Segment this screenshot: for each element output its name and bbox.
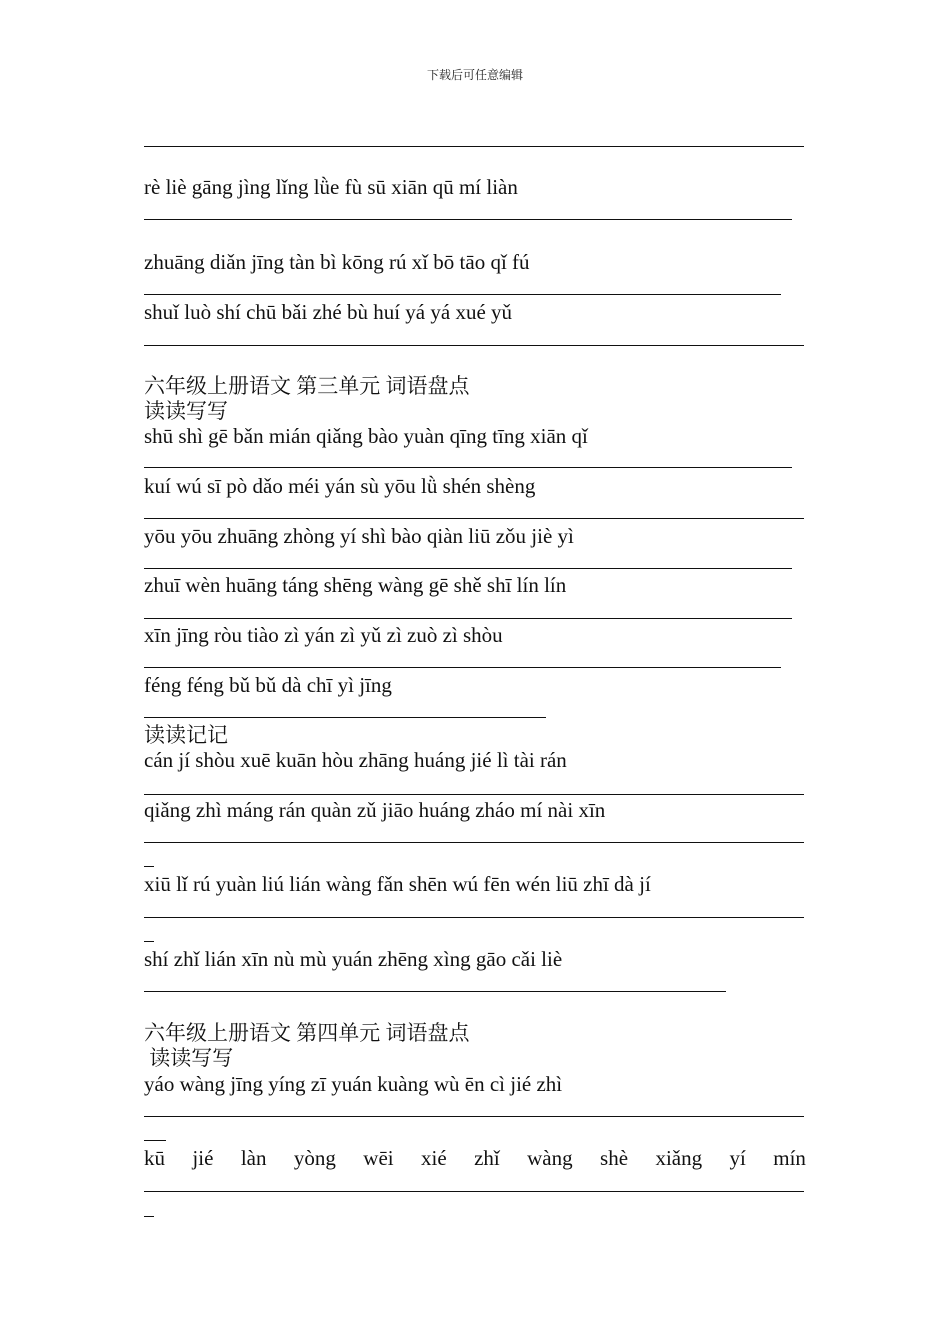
pinyin-word: kū	[144, 1146, 165, 1170]
section-title: 六年级上册语文 第三单元 词语盘点	[144, 374, 470, 398]
pinyin-line: yōu yōu zhuāng zhòng yí shì bào qiàn liū zǒu jiè yì	[144, 524, 574, 548]
writing-line	[144, 219, 792, 220]
pinyin-line: qiǎng zhì máng rán quàn zǔ jiāo huáng zháo mí nài xīn	[144, 798, 606, 822]
pinyin-line: shí zhǐ lián xīn nù mù yuán zhēng xìng gāo cǎi liè	[144, 947, 563, 971]
writing-line	[144, 794, 804, 795]
pinyin-word: zhǐ	[474, 1146, 500, 1170]
writing-line	[144, 568, 792, 569]
section-title: 六年级上册语文 第四单元 词语盘点	[144, 1021, 470, 1045]
pinyin-line: shuǐ luò shí chū bǎi zhé bù huí yá yá xué yǔ	[144, 300, 513, 324]
pinyin-word: wàng	[527, 1146, 573, 1170]
pinyin-line: kuí wú sī pò dǎo méi yán sù yōu lǜ shén shèng	[144, 474, 536, 498]
writing-line	[144, 917, 804, 918]
pinyin-line: yáo wàng jīng yíng zī yuán kuàng wù ēn cì jié zhì	[144, 1072, 563, 1096]
page-header: 下载后可任意编辑	[426, 68, 523, 82]
pinyin-word: shè	[600, 1146, 629, 1170]
writing-line-fragment	[144, 866, 154, 867]
writing-line	[144, 467, 792, 468]
writing-line	[144, 717, 546, 718]
pinyin-line: shū shì gē bǎn mián qiǎng bào yuàn qīng tīng xiān qǐ	[144, 424, 588, 448]
writing-line	[144, 146, 804, 147]
pinyin-word: xié	[421, 1146, 447, 1170]
writing-line	[144, 842, 804, 843]
subsection-title: 读读写写	[144, 399, 228, 423]
pinyin-line: rè liè gāng jìng lǐng lǜe fù sū xiān qū mí liàn	[144, 175, 518, 199]
pinyin-word: xiǎng	[655, 1146, 703, 1170]
pinyin-line: zhuī wèn huāng táng shēng wàng gē shě shī lín lín	[144, 573, 567, 597]
writing-line-fragment	[144, 1216, 154, 1217]
writing-line	[144, 1116, 804, 1117]
pinyin-line: féng féng bǔ bǔ dà chī yì jīng	[144, 673, 392, 697]
pinyin-word: làn	[240, 1146, 267, 1170]
pinyin-line: xiū lǐ rú yuàn liú lián wàng fǎn shēn wú fēn wén liū zhī dà jí	[144, 872, 651, 896]
writing-line	[144, 345, 804, 346]
pinyin-line-justified	[144, 1146, 806, 1170]
writing-line	[144, 1191, 804, 1192]
pinyin-word: wēi	[363, 1146, 394, 1170]
pinyin-line: xīn jīng ròu tiào zì yán zì yǔ zì zuò zì shòu	[144, 623, 503, 647]
pinyin-word: yòng	[293, 1146, 336, 1170]
pinyin-word: mín	[773, 1146, 806, 1170]
writing-line	[144, 991, 726, 992]
pinyin-word: jié	[192, 1146, 214, 1170]
pinyin-line: cán jí shòu xuē kuān hòu zhāng huáng jié lì tài rán	[144, 748, 567, 772]
subsection-title: 读读写写	[144, 1046, 234, 1070]
writing-line	[144, 294, 781, 295]
writing-line	[144, 618, 792, 619]
writing-line	[144, 518, 804, 519]
pinyin-line: zhuāng diǎn jīng tàn bì kōng rú xǐ bō tāo qǐ fú	[144, 250, 530, 274]
writing-line-fragment	[144, 941, 154, 942]
pinyin-word: yí	[729, 1146, 746, 1170]
subsection-title: 读读记记	[144, 723, 228, 747]
writing-line	[144, 667, 781, 668]
writing-line-fragment	[144, 1140, 166, 1141]
